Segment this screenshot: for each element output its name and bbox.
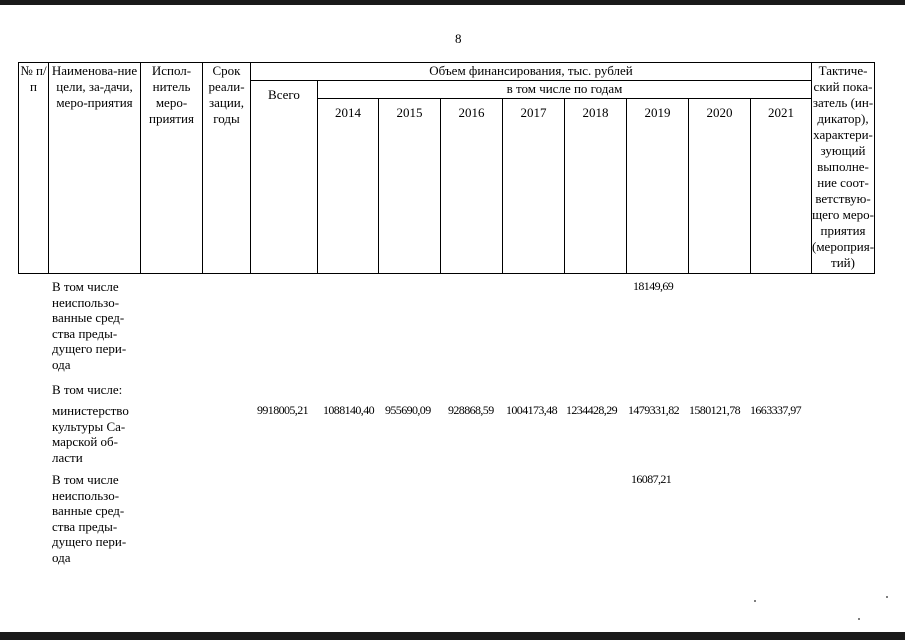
top-border (0, 0, 905, 5)
row-ministry-label: министерство культуры Са-марской об-ласти (52, 403, 129, 465)
header-name: Наименова-ние цели, за-дачи, меро-приятия (49, 63, 141, 274)
row-ministry-2016: 928868,59 (448, 403, 494, 417)
header-indicator: Тактиче-ский пока-затель (ин-дикатор), характери-зующий выполне-ние соот-ветствую-щего меро-приятия (мероприя-тий) (812, 63, 875, 274)
row-ministry-2019: 1479331,82 (628, 403, 680, 417)
funding-table-header (18, 62, 875, 274)
scan-speck (886, 596, 888, 598)
row-unused-funds-2-2019: 16087,21 (631, 472, 672, 486)
header-period: Срок реали-зации, годы (203, 63, 251, 274)
row-unused-funds-1-2019: 18149,69 (633, 279, 674, 293)
header-total: Всего (251, 81, 318, 274)
header-year-2016: 2016 (441, 99, 503, 274)
row-including-label: В том числе: (52, 382, 123, 397)
row-ministry-2021: 1663337,97 (750, 403, 802, 417)
header-by-years: в том числе по годам (318, 81, 812, 99)
row-ministry-2018: 1234428,29 (566, 403, 618, 417)
scan-speck (858, 618, 860, 620)
header-no: № п/п (19, 63, 49, 274)
header-year-2020: 2020 (689, 99, 751, 274)
row-unused-funds-2-label: В том числе неиспользо-ванные сред-ства преды-дущего пери-ода (52, 472, 127, 565)
bottom-border (0, 632, 905, 640)
header-year-2019: 2019 (627, 99, 689, 274)
row-ministry-2020: 1580121,78 (689, 403, 741, 417)
header-year-2017: 2017 (503, 99, 565, 274)
row-unused-funds-1-label: В том числе неиспользо-ванные сред-ства преды-дущего пери-ода (52, 279, 127, 372)
header-year-2018: 2018 (565, 99, 627, 274)
page-number: 8 (455, 31, 462, 46)
header-year-2014: 2014 (318, 99, 379, 274)
row-ministry-2017: 1004173,48 (506, 403, 558, 417)
row-ministry-total: 9918005,21 (257, 403, 309, 417)
row-ministry-2014: 1088140,40 (323, 403, 375, 417)
header-year-2021: 2021 (751, 99, 812, 274)
header-executor: Испол-нитель меро-приятия (141, 63, 203, 274)
header-year-2015: 2015 (379, 99, 441, 274)
row-ministry-2015: 955690,09 (385, 403, 431, 417)
scan-speck (754, 600, 756, 602)
header-funding: Объем финансирования, тыс. рублей (251, 63, 812, 81)
